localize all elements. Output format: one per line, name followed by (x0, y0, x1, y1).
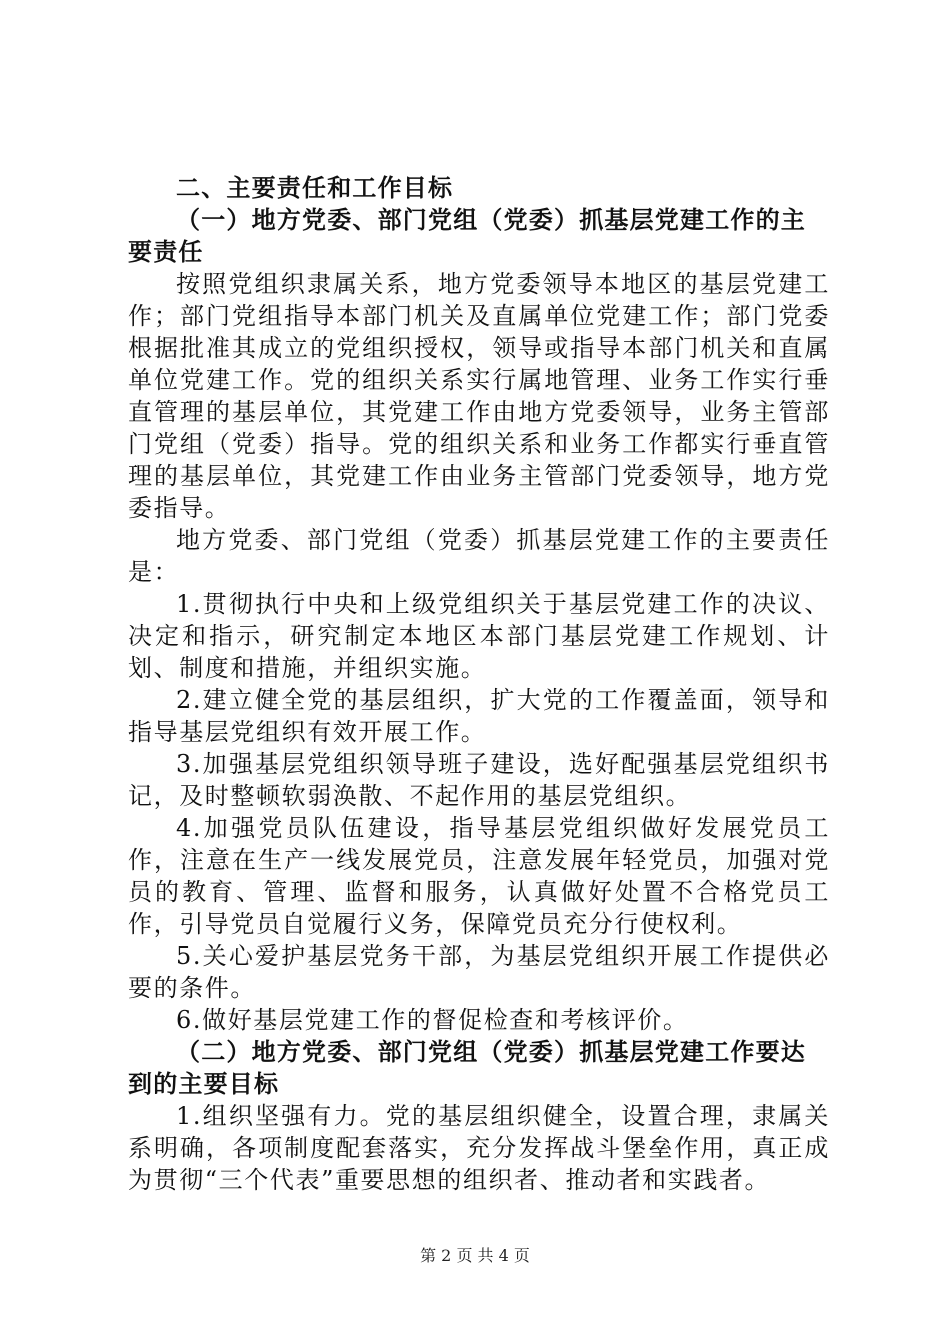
responsibility-item-6: 6.做好基层党建工作的督促检查和考核评价。 (176, 1006, 689, 1034)
responsibility-item-2: 2.建立健全党的基层组织，扩大党的工作覆盖面，领导和指导基层党组织有效开展工作。 (128, 686, 830, 746)
responsibility-item-4: 4.加强党员队伍建设，指导基层党组织做好发展党员工作，注意在生产一线发展党员，注意发展年轻党员，加强对党员的教育、管理、监督和服务，认真做好处置不合格党员工作，引导党员自觉履行义务，保障党员充分行使权利。 (128, 814, 830, 938)
paragraph-responsibility-overview: 按照党组织隶属关系，地方党委领导本地区的基层党建工作；部门党组指导本部门机关及直属单位党建工作；部门党委根据批准其成立的党组织授权，领导或指导本部门机关和直属单位党建工作。党的组织关系实行属地管理、业务工作实行垂直管理的基层单位，其党建工作由地方党委领导，业务主管部门党组（党委）指导。党的组织关系和业务工作都实行垂直管理的基层单位，其党建工作由业务主管部门党委领导，地方党委指导。 (128, 270, 830, 522)
subsection-title-1: （一）地方党委、部门党组（党委）抓基层党建工作的主要责任 (128, 206, 806, 266)
goal-item-1: 1.组织坚强有力。党的基层组织健全，设置合理，隶属关系明确，各项制度配套落实，充分发挥战斗堡垒作用，真正成为贯彻“三个代表”重要思想的组织者、推动者和实践者。 (128, 1102, 830, 1194)
page-number-footer: 第 2 页 共 4 页 (420, 1246, 530, 1265)
responsibility-item-1: 1.贯彻执行中央和上级党组织关于基层党建工作的决议、决定和指示，研究制定本地区本部门基层党建工作规划、计划、制度和措施，并组织实施。 (128, 590, 830, 682)
responsibility-item-3: 3.加强基层党组织领导班子建设，选好配强基层党组织书记，及时整顿软弱涣散、不起作用的基层党组织。 (128, 750, 830, 810)
paragraph-responsibility-intro: 地方党委、部门党组（党委）抓基层党建工作的主要责任是： (128, 526, 830, 586)
subsection-title-2: （二）地方党委、部门党组（党委）抓基层党建工作要达到的主要目标 (128, 1038, 806, 1098)
document-body (128, 172, 830, 1196)
responsibility-item-5: 5.关心爱护基层党务干部，为基层党组织开展工作提供必要的条件。 (128, 942, 830, 1002)
section-title: 二、主要责任和工作目标 (176, 174, 454, 202)
